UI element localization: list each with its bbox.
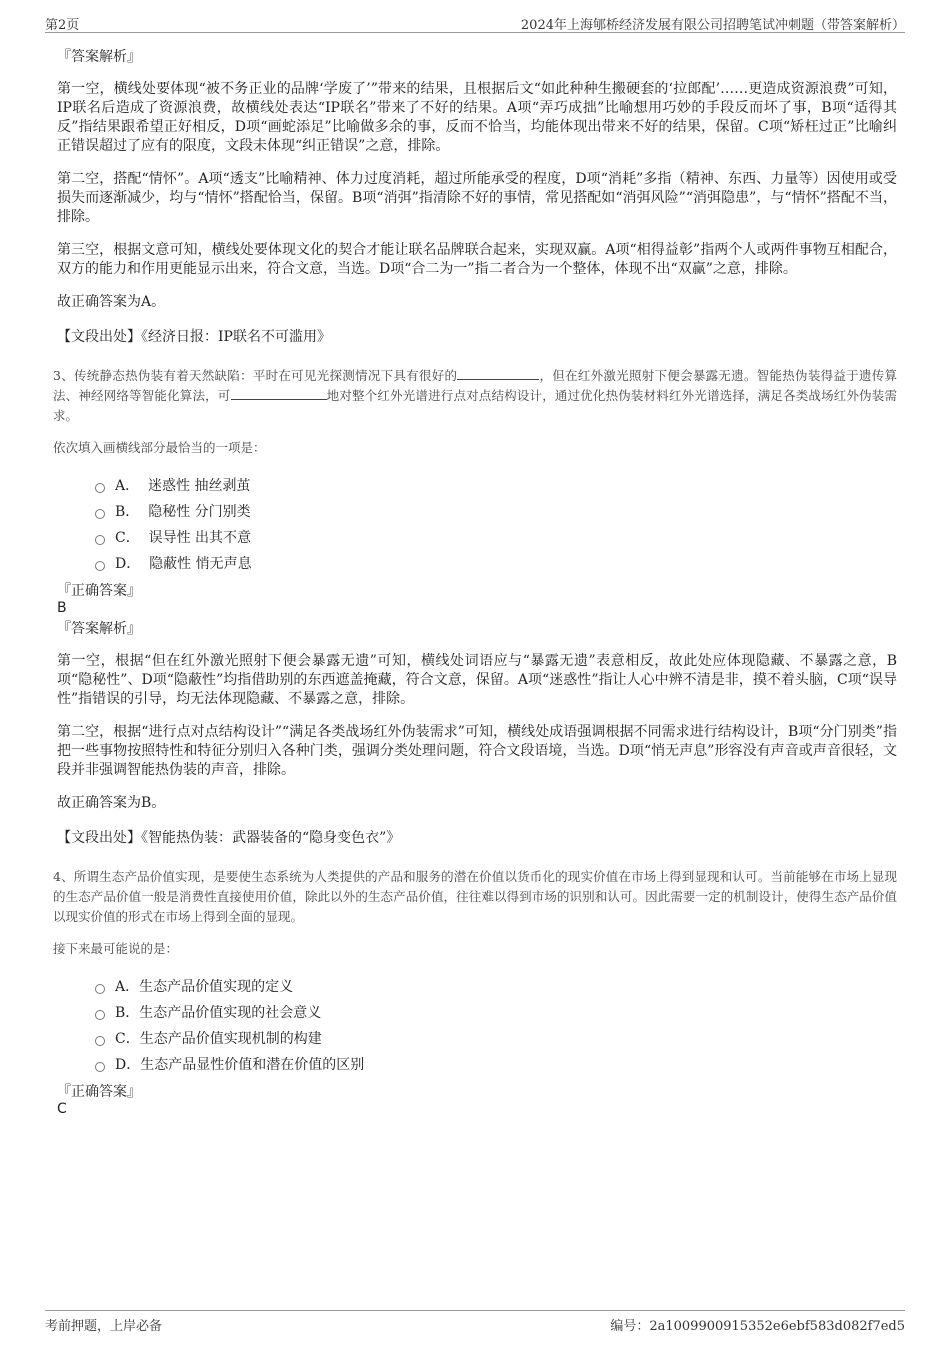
- correct-answer: B: [57, 600, 67, 616]
- source-citation: 【文段出处】《经济日报：IP联名不可滥用》: [57, 329, 331, 345]
- option-a[interactable]: A．生态产品价值实现的定义: [95, 973, 897, 999]
- document-title: 2024年上海郇桥经济发展有限公司招聘笔试冲刺题（带答案解析）: [520, 18, 905, 33]
- analysis-paragraph: 第一空，横线处要体现“被不务正业的品牌‘学废了’”带来的结果，且根据后文“如此种种生搬硬套的‘拉郎配’……更造成资源浪费”可知，IP联名后造成了资源浪费，故横线处表达“IP联名”带来了不好的结果。A项“弄巧成拙”比喻想用巧妙的手段反而坏了事，B项“适得其反”指结果跟希望正好相反，D项“画蛇添足”比喻做多余的事，反而不恰当，均能体现出带来不好的结果，保留。C项“矫枉过正”比喻纠正错误超过了应有的限度，文段未体现“纠正错误”之意，排除。: [57, 81, 897, 154]
- page-header: [45, 12, 905, 33]
- correct-answer: C: [57, 1101, 67, 1117]
- options-list: [95, 973, 897, 1077]
- answer-conclusion: 故正确答案为A。: [57, 294, 166, 310]
- analysis-paragraph: 第二空，搭配“情怀”。A项“透支”比喻精神、体力过度消耗，超过所能承受的程度，D项“消耗”多指（精神、东西、力量等）因使用或受损失而逐渐减少，均与“情怀”搭配恰当，保留。B项“消弭”指清除不好的事情，常见搭配如“消弭风险”“消弭隐患”，与“情怀”搭配不当，排除。: [57, 171, 897, 225]
- option-c[interactable]: C． 误导性 出其不意: [95, 524, 897, 550]
- analysis-tag: 『答案解析』: [57, 49, 141, 65]
- option-d[interactable]: D． 隐蔽性 悄无声息: [95, 550, 897, 576]
- radio-icon[interactable]: [95, 561, 105, 571]
- analysis-tag: 『答案解析』: [57, 621, 141, 637]
- correct-answer-tag: 『正确答案』: [57, 1084, 141, 1100]
- question-3-text: 3、传统静态热伪装有着天然缺陷：平时在可见光探测情况下具有很好的 ，但在红外激光照射下便会暴露无遗。智能热伪装得益于遗传算法、神经网络等智能化算法，可 地对整个红外光谱进行点对点结构设计，通过优化热伪装材料红外光谱选择，满足各类战场红外伪装需求。: [53, 368, 897, 423]
- radio-icon[interactable]: [95, 1036, 105, 1046]
- answer-conclusion: 故正确答案为B。: [57, 795, 166, 811]
- radio-icon[interactable]: [95, 984, 105, 994]
- footer-slogan: 考前押题，上岸必备: [45, 1319, 163, 1334]
- option-b[interactable]: B．生态产品价值实现的社会意义: [95, 999, 897, 1025]
- option-c[interactable]: C．生态产品价值实现机制的构建: [95, 1025, 897, 1051]
- options-list: [95, 472, 897, 576]
- analysis-paragraph: 第二空，根据“进行点对点结构设计”“满足各类战场红外伪装需求”可知，横线处成语强调根据不同需求进行结构设计，B项“分门别类”指把一些事物按照特性和特征分别归入各种门类，强调分类处理问题，符合文段语境，当选。D项“悄无声息”形容没有声音或声音很轻，文段并非强调智能热伪装的声音，排除。: [57, 724, 897, 778]
- page-footer: [45, 1310, 905, 1337]
- page-number: 第2页: [45, 18, 80, 33]
- document-id: 编号：2a1009900915352e6ebf583d082f7ed5: [610, 1319, 905, 1334]
- question-4-text: 4、所谓生态产品价值实现，是要使生态系统为人类提供的产品和服务的潜在价值以货币化的现实价值在市场上得到显现和认可。当前能够在市场上显现的生态产品价值一般是消费性直接使用价值，除此以外的生态产品价值，往往难以得到市场的识别和认可。因此需要一定的机制设计，使得生态产品价值以现实价值的形式在市场上得到全面的显现。: [53, 869, 897, 924]
- radio-icon[interactable]: [95, 1010, 105, 1020]
- question-prompt: 依次填入画横线部分最恰当的一项是：: [53, 440, 266, 455]
- correct-answer-tag: 『正确答案』: [57, 583, 141, 599]
- radio-icon[interactable]: [95, 483, 105, 493]
- blank-line: [457, 367, 539, 380]
- option-d[interactable]: D．生态产品显性价值和潜在价值的区别: [95, 1051, 897, 1077]
- document-body: [53, 42, 897, 1119]
- analysis-paragraph: 第一空，根据“但在红外激光照射下便会暴露无遗”可知，横线处词语应与“暴露无遗”表意相反，故此处应体现隐藏、不暴露之意，B项“隐秘性”、D项“隐蔽性”均指借助别的东西遮盖掩藏，符合文意，保留。A项“迷惑性”指让人心中辨不清是非，摸不着头脑，C项“误导性”指错误的引导，均无法体现隐藏、不暴露之意，排除。: [57, 653, 897, 707]
- radio-icon[interactable]: [95, 1062, 105, 1072]
- option-b[interactable]: B． 隐秘性 分门别类: [95, 498, 897, 524]
- option-a[interactable]: A． 迷惑性 抽丝剥茧: [95, 472, 897, 498]
- blank-line: [231, 387, 327, 400]
- question-prompt: 接下来最可能说的是：: [53, 941, 179, 956]
- radio-icon[interactable]: [95, 509, 105, 519]
- source-citation: 【文段出处】《智能热伪装：武器装备的“隐身变色衣”》: [57, 830, 401, 846]
- radio-icon[interactable]: [95, 535, 105, 545]
- analysis-paragraph: 第三空，根据文意可知，横线处要体现文化的契合才能让联名品牌联合起来，实现双赢。A项“相得益彰”指两个人或两件事物互相配合，双方的能力和作用更能显示出来，符合文意，当选。D项“合二为一”指二者合为一个整体，体现不出“双赢”之意，排除。: [57, 242, 897, 277]
